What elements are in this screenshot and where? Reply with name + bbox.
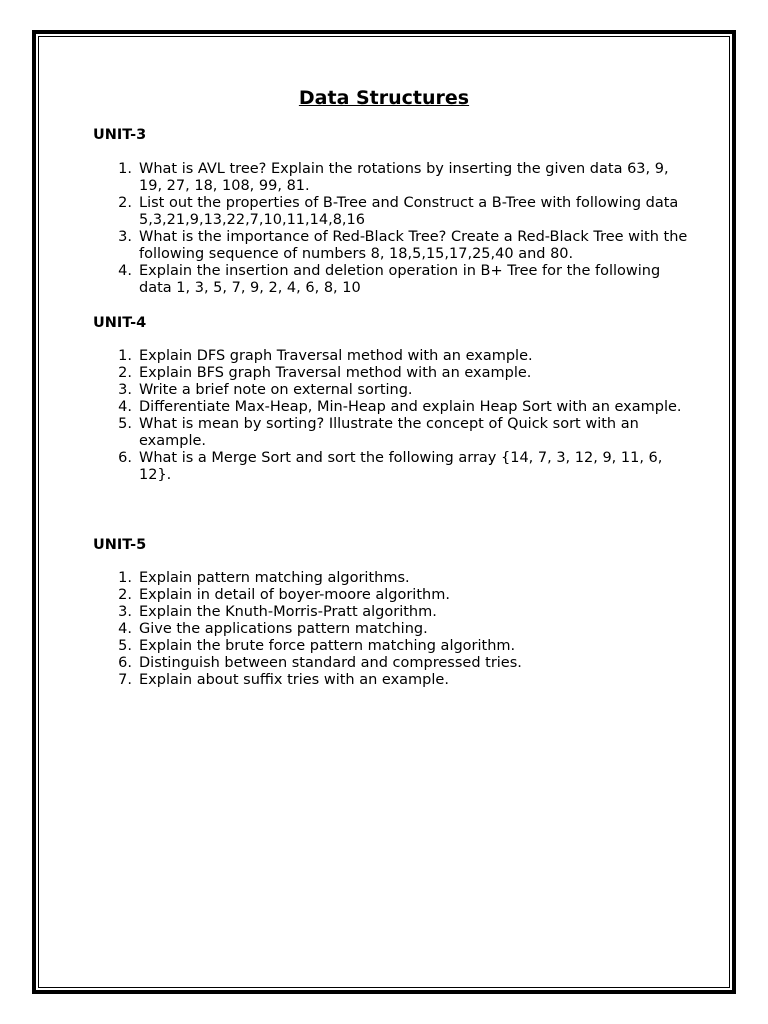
question-number: 1. — [118, 348, 132, 364]
question-item — [93, 450, 693, 484]
question-text: Explain DFS graph Traversal method with an example. — [139, 348, 533, 364]
question-item — [93, 672, 693, 689]
question-text: Explain pattern matching algorithms. — [139, 570, 410, 586]
question-text: Give the applications pattern matching. — [139, 621, 428, 637]
question-text: Explain the brute force pattern matching algorithm. — [139, 638, 516, 654]
question-text: What is mean by sorting? Illustrate the concept of Quick sort with an example. — [139, 416, 639, 449]
question-item — [93, 604, 693, 621]
question-text: Explain in detail of boyer-moore algorithm. — [139, 587, 450, 603]
question-number: 6. — [118, 450, 132, 466]
question-item — [93, 382, 693, 399]
question-number: 3. — [118, 229, 132, 245]
unit-4-question-list — [93, 348, 693, 484]
question-number: 4. — [118, 399, 132, 415]
question-number: 2. — [118, 365, 132, 381]
question-text: What is a Merge Sort and sort the following array {14, 7, 3, 12, 9, 11, 6, 12}. — [139, 450, 663, 483]
question-text: Write a brief note on external sorting. — [139, 382, 413, 398]
question-number: 6. — [118, 655, 132, 671]
question-item — [93, 416, 693, 450]
question-number: 3. — [118, 604, 132, 620]
question-item — [93, 570, 693, 587]
question-item — [93, 621, 693, 638]
question-number: 3. — [118, 382, 132, 398]
question-item — [93, 587, 693, 604]
question-item — [93, 365, 693, 382]
question-item — [93, 263, 693, 297]
question-text: List out the properties of B-Tree and Construct a B-Tree with following data 5,3,21,9,13,22,7,10,11,14,8,16 — [139, 195, 679, 228]
question-text: Explain BFS graph Traversal method with an example. — [139, 365, 532, 381]
question-number: 2. — [118, 587, 132, 603]
question-number: 5. — [118, 416, 132, 432]
question-item — [93, 399, 693, 416]
question-item — [93, 638, 693, 655]
unit-5-question-list — [93, 570, 693, 689]
question-item — [93, 348, 693, 365]
unit-3-heading: UNIT-3 — [93, 127, 147, 143]
question-item — [93, 161, 693, 195]
question-text: Explain the insertion and deletion operation in B+ Tree for the following data 1, 3, 5, 7, 9, 2, 4, 6, 8, 10 — [139, 263, 661, 296]
question-number: 2. — [118, 195, 132, 211]
question-text: What is AVL tree? Explain the rotations by inserting the given data 63, 9, 19, 27, 18, 108, 99, 81. — [139, 161, 669, 194]
question-text: Differentiate Max-Heap, Min-Heap and explain Heap Sort with an example. — [139, 399, 682, 415]
question-number: 1. — [118, 570, 132, 586]
question-number: 1. — [118, 161, 132, 177]
unit-4-heading: UNIT-4 — [93, 315, 147, 331]
question-number: 7. — [118, 672, 132, 688]
question-text: Explain about suffix tries with an example. — [139, 672, 449, 688]
question-number: 4. — [118, 621, 132, 637]
question-number: 5. — [118, 638, 132, 654]
question-item — [93, 195, 693, 229]
question-text: Distinguish between standard and compressed tries. — [139, 655, 522, 671]
question-item — [93, 655, 693, 672]
question-item — [93, 229, 693, 263]
unit-3-question-list — [93, 161, 693, 297]
unit-5-heading: UNIT-5 — [93, 537, 147, 553]
question-text: What is the importance of Red-Black Tree? Create a Red-Black Tree with the following sequence of numbers 8, 18,5,15,17,25,40 and 80. — [139, 229, 688, 262]
question-number: 4. — [118, 263, 132, 279]
question-text: Explain the Knuth-Morris-Pratt algorithm. — [139, 604, 437, 620]
document-title: Data Structures — [298, 87, 470, 109]
